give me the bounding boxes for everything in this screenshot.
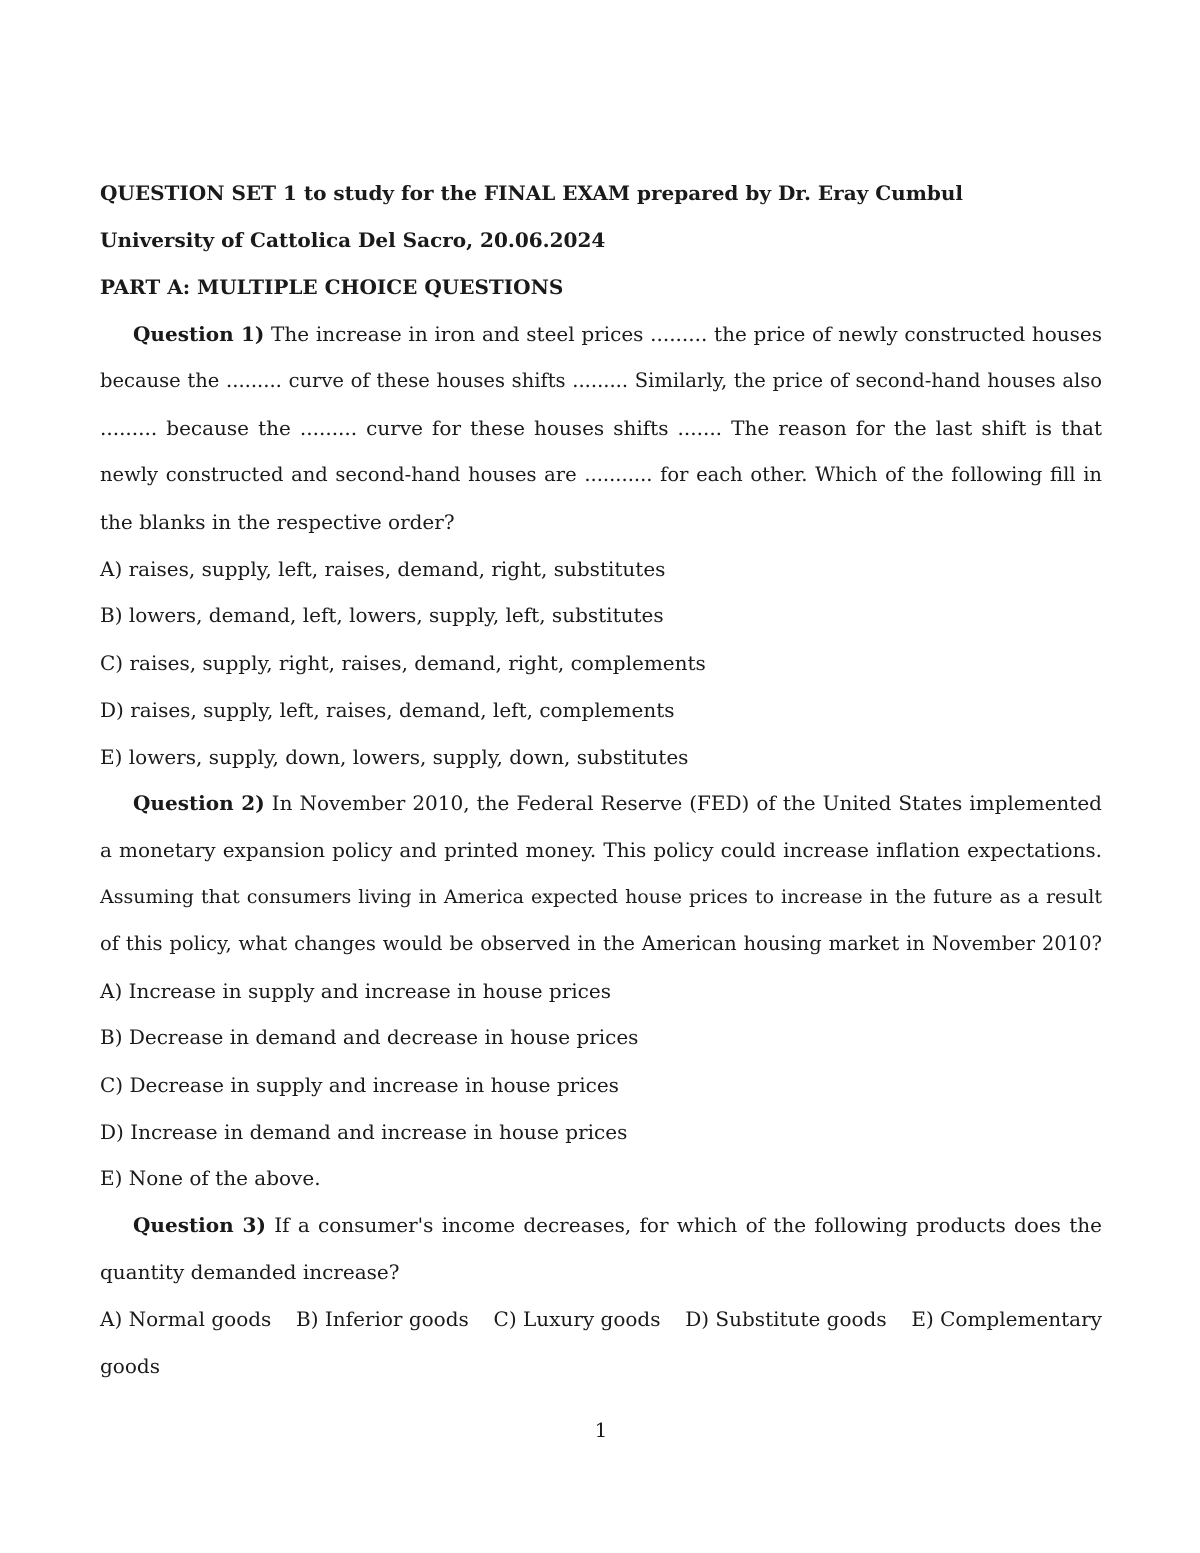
question-2-option-a: A) Increase in supply and increase in house prices xyxy=(100,979,611,1003)
question-3-text-1: If a consumer's income decreases, for which of the following products does the xyxy=(265,1213,1102,1237)
document-page xyxy=(100,0,1102,1553)
question-1-line-1 xyxy=(100,322,1102,346)
document-title: QUESTION SET 1 to study for the FINAL EXAM prepared by Dr. Eray Cumbul xyxy=(100,181,963,205)
question-3-option-e: E) Complementary xyxy=(911,1307,1102,1331)
question-1-label: Question 1) xyxy=(133,322,265,346)
question-3-label: Question 3) xyxy=(133,1213,266,1237)
question-3-option-b: B) Inferior goods xyxy=(296,1307,469,1331)
question-2-line-1 xyxy=(100,791,1102,815)
question-2-option-d: D) Increase in demand and increase in house prices xyxy=(100,1120,628,1144)
question-2-option-e: E) None of the above. xyxy=(100,1166,321,1190)
question-2-line-3: Assuming that consumers living in America expected house prices to increase in the future as a result xyxy=(100,886,1102,908)
institution-date: University of Cattolica Del Sacro, 20.06.2024 xyxy=(100,228,606,252)
page-number: 1 xyxy=(594,1418,608,1442)
question-3-line-1 xyxy=(100,1213,1102,1237)
question-2-option-b: B) Decrease in demand and decrease in house prices xyxy=(100,1025,639,1049)
question-3-option-a: A) Normal goods xyxy=(100,1307,272,1331)
question-1-option-b: B) lowers, demand, left, lowers, supply, left, substitutes xyxy=(100,603,664,627)
question-1-line-4: newly constructed and second-hand houses are ........... for each other. Which of the following fill in xyxy=(100,463,1102,486)
question-1-option-c: C) raises, supply, right, raises, demand, right, complements xyxy=(100,651,706,675)
question-2-line-2: a monetary expansion policy and printed money. This policy could increase inflation expectations. xyxy=(100,838,1102,862)
question-3-option-e-wrap: goods xyxy=(100,1354,160,1378)
question-3-line-2: quantity demanded increase? xyxy=(100,1260,400,1284)
question-1-option-a: A) raises, supply, left, raises, demand, right, substitutes xyxy=(100,557,666,581)
question-2-option-c: C) Decrease in supply and increase in house prices xyxy=(100,1073,619,1097)
question-1-text-1: The increase in iron and steel prices ......... the price of newly constructed houses xyxy=(264,322,1102,346)
question-2-text-1: In November 2010, the Federal Reserve (FED) of the United States implemented xyxy=(264,791,1102,815)
question-1-line-2: because the ......... curve of these houses shifts ......... Similarly, the price of second-hand houses also xyxy=(100,369,1102,392)
question-1-option-d: D) raises, supply, left, raises, demand, left, complements xyxy=(100,698,675,722)
question-1-option-e: E) lowers, supply, down, lowers, supply, down, substitutes xyxy=(100,745,689,769)
question-3-option-c: C) Luxury goods xyxy=(493,1307,661,1331)
question-1-line-3: ......... because the ......... curve for these houses shifts ....... The reason for the last shift is that xyxy=(100,416,1102,440)
part-heading: PART A: MULTIPLE CHOICE QUESTIONS xyxy=(100,275,564,299)
question-3-option-d: D) Substitute goods xyxy=(685,1307,887,1331)
question-2-line-4: of this policy, what changes would be observed in the American housing market in November 2010? xyxy=(100,932,1102,955)
question-1-line-5: the blanks in the respective order? xyxy=(100,510,455,534)
question-2-label: Question 2) xyxy=(133,791,265,815)
question-3-options-row xyxy=(100,1307,1102,1331)
